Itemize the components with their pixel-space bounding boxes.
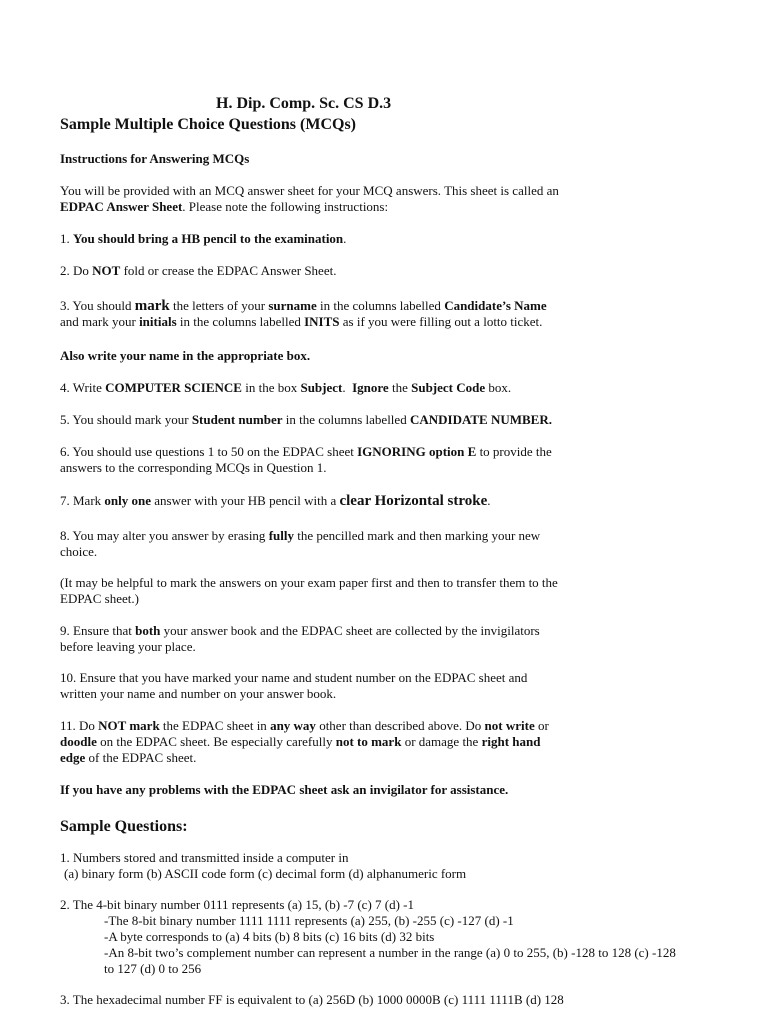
instruction-5-text-1: 5. You should mark your bbox=[60, 412, 192, 427]
instruction-11-bold-right-hand: right hand bbox=[481, 734, 541, 749]
instruction-8-text-2: the pencilled mark and then marking your new bbox=[293, 528, 541, 543]
instruction-11-bold-not-write: not write bbox=[484, 718, 535, 733]
instruction-11-text-5: on the EDPAC sheet. Be especially carefully bbox=[96, 734, 336, 749]
sample-questions-heading: Sample Questions: bbox=[60, 818, 188, 835]
instruction-11-text-3: other than described above. Do bbox=[315, 718, 485, 733]
sample-question-3: 3. The hexadecimal number FF is equivalent to (a) 256D (b) 1000 0000B (c) 1111 1111B (d) 128 bbox=[60, 992, 564, 1007]
instruction-3-bold-initials: initials bbox=[139, 314, 177, 329]
instruction-5-text-2: in the columns labelled bbox=[282, 412, 410, 427]
instruction-1-number: 1. bbox=[60, 231, 73, 246]
instruction-5-bold-candidate-number: CANDIDATE NUMBER. bbox=[409, 412, 552, 427]
instruction-3-bold-mark: mark bbox=[134, 298, 170, 314]
instruction-4-text-2: in the box bbox=[241, 380, 301, 395]
instruction-2 bbox=[60, 263, 740, 279]
instruction-also-write-name: Also write your name in the appropriate box. bbox=[60, 348, 311, 363]
instruction-11-text-7: of the EDPAC sheet. bbox=[85, 750, 197, 765]
instruction-problems: If you have any problems with the EDPAC sheet ask an invigilator for assistance. bbox=[60, 782, 509, 797]
instruction-7-bold-clear-stroke: clear Horizontal stroke bbox=[339, 493, 488, 509]
instruction-2-text-2: fold or crease the EDPAC Answer Sheet. bbox=[120, 263, 337, 278]
instruction-9-text-3: before leaving your place. bbox=[60, 639, 196, 654]
instruction-7-text-1: 7. Mark bbox=[60, 493, 105, 508]
document-title-course: H. Dip. Comp. Sc. CS D.3 bbox=[216, 95, 392, 112]
instruction-10 bbox=[60, 670, 740, 702]
instruction-11-bold-doodle: doodle bbox=[60, 734, 97, 749]
instruction-3-bold-inits: INITS bbox=[304, 314, 340, 329]
instruction-4-text-1: 4. Write bbox=[60, 380, 106, 395]
intro-text-1: You will be provided with an MCQ answer sheet for your MCQ answers. This sheet is called an bbox=[60, 183, 559, 198]
instruction-10-line-2: written your name and number on your answer book. bbox=[60, 686, 337, 701]
instructions-heading: Instructions for Answering MCQs bbox=[60, 151, 250, 166]
instruction-3-text-5: in the columns labelled bbox=[176, 314, 305, 329]
instruction-9 bbox=[60, 623, 740, 655]
instruction-5-bold-student-number: Student number bbox=[191, 412, 283, 427]
instruction-9-text-1: 9. Ensure that bbox=[60, 623, 136, 638]
instruction-3-text-6: as if you were filling out a lotto ticket. bbox=[339, 314, 543, 329]
instruction-4-bold-ignore: Ignore bbox=[352, 380, 389, 395]
instructions-intro bbox=[60, 183, 740, 215]
instruction-5 bbox=[60, 412, 740, 428]
instruction-8-text-1: 8. You may alter you answer by erasing bbox=[60, 528, 269, 543]
instruction-2-text-1: 2. Do bbox=[60, 263, 93, 278]
instruction-8-bold-fully: fully bbox=[268, 528, 294, 543]
sample-question-1 bbox=[60, 850, 740, 882]
instruction-1-end: . bbox=[343, 231, 347, 246]
instruction-4-bold-computer-science: COMPUTER SCIENCE bbox=[105, 380, 242, 395]
instruction-3-bold-surname: surname bbox=[268, 298, 317, 313]
question-1-line-1: 1. Numbers stored and transmitted inside a computer in bbox=[60, 850, 349, 865]
instruction-note bbox=[60, 575, 740, 607]
question-2-line-4: -An 8-bit two’s complement number can represent a number in the range (a) 0 to 255, (b) -128 to 128 (c) -128 bbox=[104, 945, 676, 960]
sample-question-2 bbox=[60, 897, 740, 977]
instruction-11-text-2: the EDPAC sheet in bbox=[159, 718, 271, 733]
instruction-3-text-2: the letters of your bbox=[169, 298, 269, 313]
instruction-11-text-1: 11. Do bbox=[60, 718, 99, 733]
instruction-3-text-3: in the columns labelled bbox=[316, 298, 445, 313]
instruction-10-line-1: 10. Ensure that you have marked your name and student number on the EDPAC sheet and bbox=[60, 670, 528, 685]
question-1-options: (a) binary form (b) ASCII code form (c) decimal form (d) alphanumeric form bbox=[64, 866, 467, 881]
instruction-11-bold-not-to-mark: not to mark bbox=[335, 734, 402, 749]
instruction-3 bbox=[60, 298, 740, 330]
document-title-main: Sample Multiple Choice Questions (MCQs) bbox=[60, 116, 356, 133]
instruction-6-text-1: 6. You should use questions 1 to 50 on the EDPAC sheet bbox=[60, 444, 358, 459]
instruction-3-bold-candidate-name: Candidate’s Name bbox=[444, 298, 547, 313]
instruction-7-text-3: . bbox=[487, 493, 491, 508]
instruction-8 bbox=[60, 528, 740, 560]
question-2-line-2: -The 8-bit binary number 1111 1111 represents (a) 255, (b) -255 (c) -127 (d) -1 bbox=[104, 913, 514, 928]
instruction-11-bold-edge: edge bbox=[60, 750, 86, 765]
instruction-9-text-2: your answer book and the EDPAC sheet are collected by the invigilators bbox=[160, 623, 540, 638]
instruction-4-text-5: box. bbox=[485, 380, 512, 395]
instruction-4-text-4: the bbox=[388, 380, 412, 395]
instruction-6-text-3: answers to the corresponding MCQs in Question 1. bbox=[60, 460, 327, 475]
instruction-4-text-3: . bbox=[342, 380, 353, 395]
question-2-line-3: -A byte corresponds to (a) 4 bits (b) 8 bits (c) 16 bits (d) 32 bits bbox=[104, 929, 435, 944]
instruction-7-text-2: answer with your HB pencil with a bbox=[151, 493, 340, 508]
instruction-3-text-4: and mark your bbox=[60, 314, 140, 329]
instruction-8-text-3: choice. bbox=[60, 544, 98, 559]
intro-bold-edpac: EDPAC Answer Sheet bbox=[60, 199, 183, 214]
instruction-11-bold-not-mark: NOT mark bbox=[98, 718, 160, 733]
instruction-4 bbox=[60, 380, 740, 396]
instruction-note-line-1: (It may be helpful to mark the answers on your exam paper first and then to transfer them to the bbox=[60, 575, 558, 590]
instruction-9-bold-both: both bbox=[135, 623, 161, 638]
instruction-11-text-4: or bbox=[534, 718, 549, 733]
instruction-3-text-1: 3. You should bbox=[60, 298, 135, 313]
instruction-6 bbox=[60, 444, 740, 476]
question-2-line-1: 2. The 4-bit binary number 0111 represents (a) 15, (b) -7 (c) 7 (d) -1 bbox=[60, 897, 415, 912]
instruction-7-bold-only-one: only one bbox=[104, 493, 152, 508]
instruction-note-line-2: EDPAC sheet.) bbox=[60, 591, 139, 606]
instruction-1-bold: You should bring a HB pencil to the examination bbox=[73, 231, 344, 246]
instruction-11 bbox=[60, 718, 740, 766]
instruction-2-bold: NOT bbox=[92, 263, 121, 278]
instruction-11-bold-any-way: any way bbox=[270, 718, 316, 733]
instruction-7 bbox=[60, 493, 740, 509]
instruction-4-bold-subject-code: Subject Code bbox=[411, 380, 486, 395]
instruction-6-text-2: to provide the bbox=[476, 444, 552, 459]
instruction-6-bold-ignoring: IGNORING option E bbox=[357, 444, 477, 459]
instruction-11-text-6: or damage the bbox=[401, 734, 482, 749]
intro-text-2: . Please note the following instructions: bbox=[182, 199, 389, 214]
question-2-line-5: to 127 (d) 0 to 256 bbox=[104, 961, 202, 976]
instruction-4-bold-subject: Subject bbox=[300, 380, 343, 395]
instruction-1 bbox=[60, 231, 740, 247]
